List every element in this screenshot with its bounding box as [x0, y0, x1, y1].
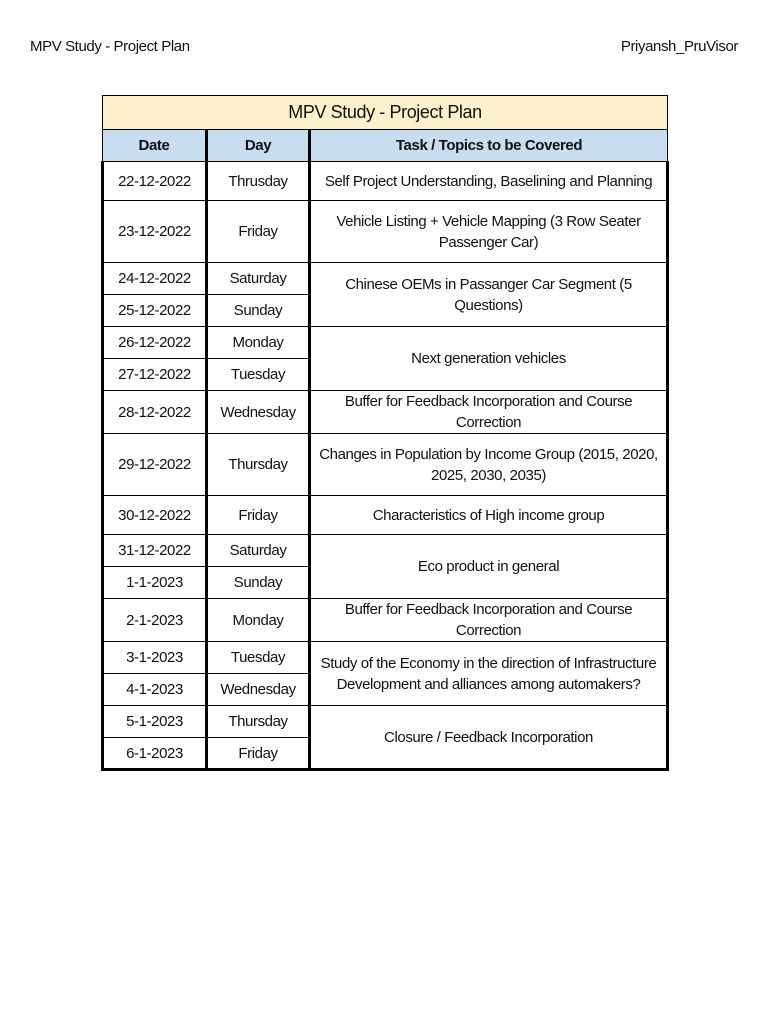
- table-title: MPV Study - Project Plan: [103, 96, 668, 130]
- task-cell: Characteristics of High income group: [310, 496, 668, 535]
- column-header-task: Task / Topics to be Covered: [310, 130, 668, 162]
- date-cell: 26-12-2022: [103, 327, 207, 359]
- day-cell: Sunday: [207, 295, 310, 327]
- task-cell: Changes in Population by Income Group (2015, 2020, 2025, 2030, 2035): [310, 434, 668, 496]
- task-cell: Closure / Feedback Incorporation: [310, 706, 668, 770]
- table-row: [103, 201, 668, 263]
- date-cell: 6-1-2023: [103, 738, 207, 770]
- day-cell: Friday: [207, 201, 310, 263]
- table-row: [103, 706, 668, 738]
- table-row: [103, 162, 668, 201]
- date-cell: 30-12-2022: [103, 496, 207, 535]
- task-cell: Study of the Economy in the direction of Infrastructure Development and alliances among automakers?: [310, 642, 668, 706]
- date-cell: 1-1-2023: [103, 567, 207, 599]
- day-cell: Tuesday: [207, 642, 310, 674]
- task-cell: Buffer for Feedback Incorporation and Course Correction: [310, 391, 668, 434]
- table-row: [103, 263, 668, 295]
- table-header-row: [103, 130, 668, 162]
- task-cell: Next generation vehicles: [310, 327, 668, 391]
- task-cell: Self Project Understanding, Baselining and Planning: [310, 162, 668, 201]
- header-author: Priyansh_PruVisor: [620, 38, 738, 55]
- header-document-title: MPV Study - Project Plan: [30, 38, 190, 55]
- day-cell: Tuesday: [207, 359, 310, 391]
- table-title-row: [103, 96, 668, 130]
- date-cell: 31-12-2022: [103, 535, 207, 567]
- day-cell: Thursday: [207, 434, 310, 496]
- day-cell: Saturday: [207, 535, 310, 567]
- project-plan-table: [101, 95, 669, 771]
- table-row: [103, 642, 668, 674]
- day-cell: Monday: [207, 327, 310, 359]
- date-cell: 27-12-2022: [103, 359, 207, 391]
- date-cell: 24-12-2022: [103, 263, 207, 295]
- column-header-date: Date: [103, 130, 207, 162]
- task-cell: Vehicle Listing + Vehicle Mapping (3 Row Seater Passenger Car): [310, 201, 668, 263]
- table-row: [103, 599, 668, 642]
- table-row: [103, 496, 668, 535]
- day-cell: Friday: [207, 496, 310, 535]
- table-row: [103, 327, 668, 359]
- task-cell: Buffer for Feedback Incorporation and Course Correction: [310, 599, 668, 642]
- date-cell: 3-1-2023: [103, 642, 207, 674]
- date-cell: 25-12-2022: [103, 295, 207, 327]
- date-cell: 29-12-2022: [103, 434, 207, 496]
- date-cell: 4-1-2023: [103, 674, 207, 706]
- day-cell: Sunday: [207, 567, 310, 599]
- table-row: [103, 535, 668, 567]
- task-cell: Chinese OEMs in Passanger Car Segment (5 Questions): [310, 263, 668, 327]
- date-cell: 28-12-2022: [103, 391, 207, 434]
- date-cell: 23-12-2022: [103, 201, 207, 263]
- day-cell: Wednesday: [207, 391, 310, 434]
- day-cell: Monday: [207, 599, 310, 642]
- day-cell: Thrusday: [207, 162, 310, 201]
- table-row: [103, 434, 668, 496]
- day-cell: Thursday: [207, 706, 310, 738]
- page-header: [30, 38, 738, 62]
- column-header-day: Day: [207, 130, 310, 162]
- date-cell: 2-1-2023: [103, 599, 207, 642]
- date-cell: 5-1-2023: [103, 706, 207, 738]
- day-cell: Friday: [207, 738, 310, 770]
- table-row: [103, 391, 668, 434]
- task-cell: Eco product in general: [310, 535, 668, 599]
- day-cell: Wednesday: [207, 674, 310, 706]
- date-cell: 22-12-2022: [103, 162, 207, 201]
- day-cell: Saturday: [207, 263, 310, 295]
